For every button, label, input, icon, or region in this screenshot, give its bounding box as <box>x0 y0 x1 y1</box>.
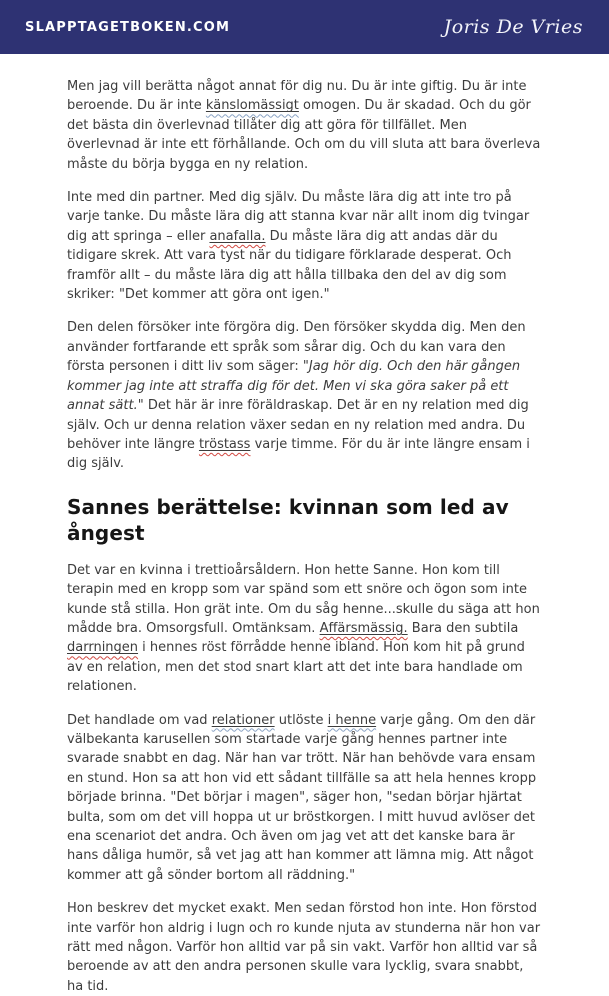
underlined-term[interactable] <box>209 229 265 244</box>
site-header <box>0 0 609 54</box>
spellcheck-underline: Affärsmässig. <box>319 620 408 636</box>
underlined-term[interactable] <box>212 713 275 728</box>
grammar-underline: relationer <box>211 712 275 728</box>
site-title-logo[interactable]: SLAPPTAGETBOKEN.COM <box>25 19 231 35</box>
paragraph: Men jag vill berätta något annat för dig nu. Du är inte giftig. Du är inte beroende. Du är inte känslomässigt omogen. Du är skadad. Och du gör det bästa din överlevnad tillåter dig att göra för tillfället. Men överlevnad är inte ett förhållande. Och om du vill sluta att bara överleva måste du börja bygga en ny relation. <box>67 79 541 172</box>
article-body <box>0 54 609 996</box>
spellcheck-underline: tröstass <box>198 436 251 452</box>
spellcheck-underline: darrningen <box>67 640 139 656</box>
underlined-term[interactable] <box>320 621 408 636</box>
paragraph: Hon beskrev det mycket exakt. Men sedan förstod hon inte. Hon förstod inte varför hon aldrig i lugn och ro kunde njuta av stunderna när hon var rätt med någon. Varför hon alltid var på sin vakt. Varför hon alltid var så beroende av att den andra personen skulle vara lycklig, svara snabbt, ha tid. <box>67 901 541 994</box>
section-heading: Sannes berättelse: kvinnan som led av ångest <box>67 494 509 545</box>
paragraph: Den delen försöker inte förgöra dig. Den försöker skydda dig. Men den använder fortfarande ett språk som sårar dig. Och du kan vara den första personen i ditt liv som säger: "Jag hör dig. Och den här gången kommer jag inte att straffa dig för det. Men vi ska göra saker på ett annat sätt." Det här är inre föräldraskap. Det är en ny relation med dig själv. Och ur denna relation växer sedan en ny relation med andra. Du behöver inte längre tröstass varje timme. För du är inte längre ensam i dig själv. <box>67 320 530 472</box>
author-signature: Joris De Vries <box>443 16 583 38</box>
grammar-underline: i henne <box>327 712 377 728</box>
underlined-term[interactable] <box>328 713 376 728</box>
paragraph: Inte med din partner. Med dig själv. Du måste lära dig att inte tro på varje tanke. Du måste lära dig att stanna kvar när allt inom dig tvingar dig att springa – eller anafalla. Du måste lära dig att andas där du tidigare skrek. Att vara tyst när du tidigare förklarade desperat. Och framför allt – du måste lära dig att hålla tillbaka den del av dig som skriker: "Det kommer att göra ont igen." <box>67 190 530 303</box>
grammar-underline: känslomässigt <box>205 98 299 114</box>
italic-quote: "Jag hör dig. Och den här gången kommer jag inte att straffa dig för det. Men vi ska göra saker på ett annat sätt." <box>67 359 521 414</box>
spellcheck-underline: anafalla. <box>209 228 266 244</box>
paragraph: Det var en kvinna i trettioårsåldern. Hon hette Sanne. Hon kom till terapin med en kropp som var spänd som ett snöre och ögon som inte kunde stå stilla. Hon grät inte. Om du såg henne...skulle du säga att hon mådde bra. Omsorgsfull. Omtänksam. Affärsmässig. Bara den subtila darrningen i hennes röst förrådde henne ibland. Hon kom hit på grund av en relation, men det stod snart klart att det inte bara handlade om relationen. <box>67 562 540 695</box>
underlined-term[interactable] <box>67 640 138 655</box>
underlined-term[interactable] <box>199 437 251 452</box>
underlined-term[interactable] <box>206 98 299 113</box>
paragraph: Det handlade om vad relationer utlöste i henne varje gång. Om den där välbekanta karusellen som startade varje gång hennes partner inte svarade snabbt en dag. När han var trött. När han behövde vara ensam en stund. Hon sa att hon vid ett sådant tillfälle sa att hela hennes kropp började brinna. "Det börjar i magen", säger hon, "sedan börjar hjärtat bulta, som om det vill hoppa ut ur bröstkorgen. I mitt huvud avlöser det ena scenariot det andra. Och även om jag vet att det kanske bara är hans dåliga humör, så vet jag att han kommer att lämna mig. Att något kommer att gå sönder bortom all räddning." <box>67 712 537 883</box>
